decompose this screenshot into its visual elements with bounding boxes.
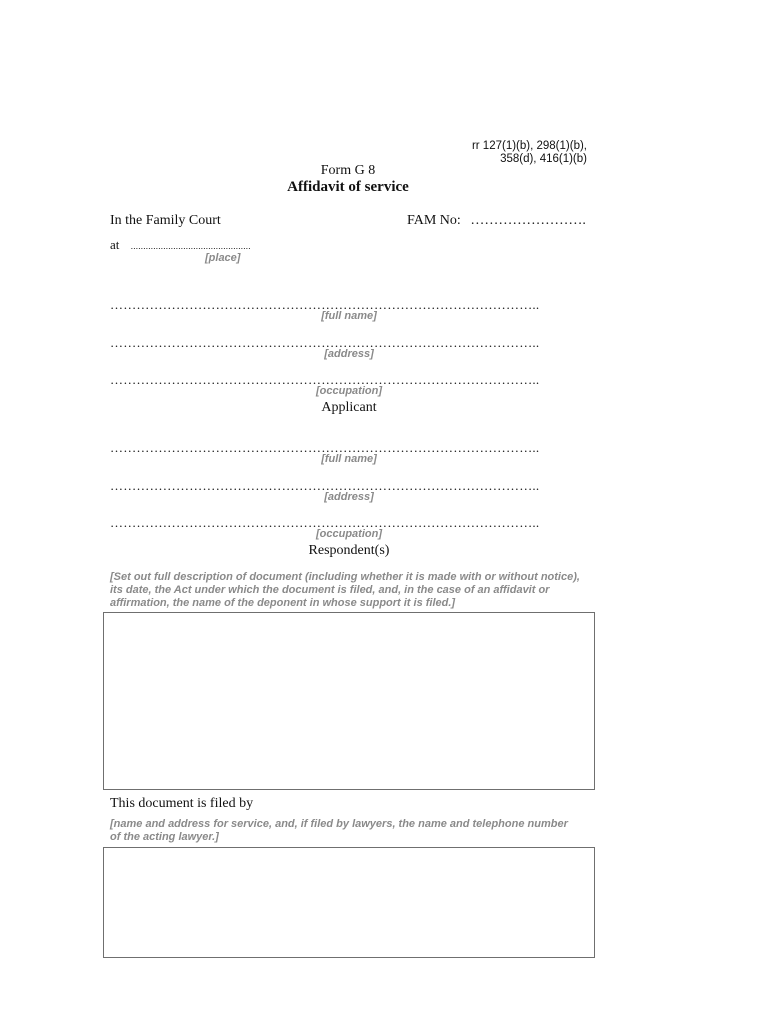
document-description-box[interactable]	[103, 612, 595, 790]
respondent-full-name-hint: [full name]	[321, 453, 377, 465]
place-field[interactable]: ................................................	[130, 241, 251, 251]
fam-number-label: FAM No:	[407, 213, 461, 228]
filed-by-instruction: [name and address for service, and, if filed by lawyers, the name and telephone number of the acting lawyer.]	[110, 818, 568, 843]
court-label: In the Family Court	[110, 213, 221, 228]
respondent-address-hint: [address]	[324, 491, 374, 503]
fam-number-field[interactable]: …………………….	[470, 213, 586, 228]
applicant-occupation-hint: [occupation]	[316, 385, 382, 397]
applicant-address-field[interactable]: ……………………………………………………………………………………..	[110, 335, 540, 350]
applicant-address-hint: [address]	[324, 348, 374, 360]
applicant-full-name-hint: [full name]	[321, 310, 377, 322]
court-location	[110, 237, 251, 253]
applicant-occupation-field[interactable]: ……………………………………………………………………………………..	[110, 372, 540, 387]
respondent-address-field[interactable]: ……………………………………………………………………………………..	[110, 478, 540, 493]
rules-reference-line-1: rr 127(1)(b), 298(1)(b),	[471, 140, 587, 152]
respondent-occupation-field[interactable]: ……………………………………………………………………………………..	[110, 515, 540, 530]
form-number: Form G 8	[320, 163, 376, 178]
filed-by-box[interactable]	[103, 847, 595, 958]
filed-by-label: This document is filed by	[110, 796, 254, 811]
applicant-full-name-field[interactable]: ……………………………………………………………………………………..	[110, 297, 540, 312]
at-label: at	[110, 237, 120, 252]
respondent-label: Respondent(s)	[308, 543, 390, 558]
fam-number	[407, 213, 586, 229]
applicant-label: Applicant	[321, 400, 377, 415]
document-description-instruction: [Set out full description of document (including whether it is made with or without notice), its date, the Act under which the document is filed, and, in the case of an affidavit or affirmation, the name of the deponent in whose support it is filed.]	[110, 571, 580, 609]
respondent-full-name-field[interactable]: ……………………………………………………………………………………..	[110, 440, 540, 455]
form-title: Affidavit of service	[287, 179, 409, 195]
respondent-occupation-hint: [occupation]	[316, 528, 382, 540]
rules-reference-line-2: 358(d), 416(1)(b)	[500, 153, 587, 165]
place-hint: [place]	[205, 252, 241, 264]
